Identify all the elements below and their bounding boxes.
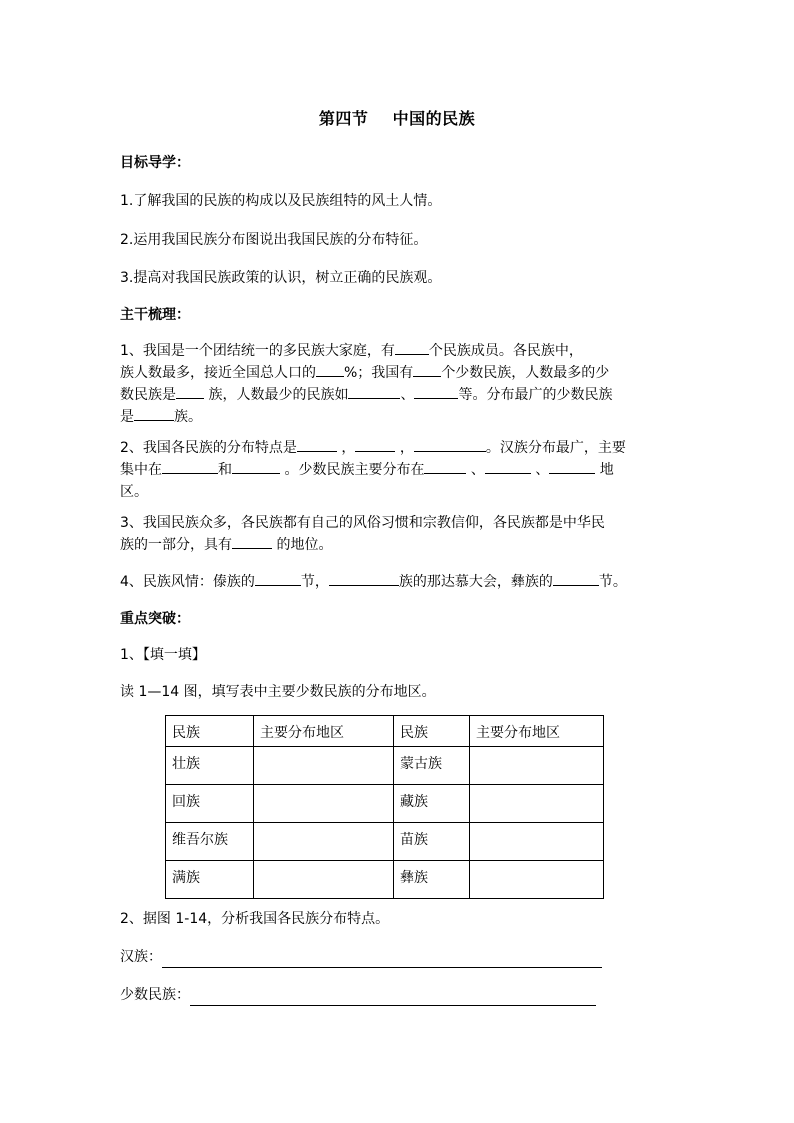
table-header-cell: 主要分布地区 xyxy=(470,716,604,747)
table-cell: 藏族 xyxy=(394,785,470,823)
minority-answer-line[interactable] xyxy=(190,989,596,1006)
table-row xyxy=(166,785,604,823)
table-cell: 苗族 xyxy=(394,823,470,861)
question-1: 1、我国是一个团结统一的多民族大家庭，有 个民族成员。各民族中， 族人数最多，接近全国总人口的 %；我国有 个少数民族，人数最多的少 数民族是 族，人数最少的民族如 、 等。分布最广的少数民族 是 族。 xyxy=(120,340,676,428)
fill-blank[interactable] xyxy=(424,459,466,474)
table-cell: 蒙古族 xyxy=(394,747,470,785)
fill-blank[interactable] xyxy=(414,384,458,399)
han-label: 汉族： xyxy=(120,949,162,965)
fill-blank[interactable] xyxy=(162,459,218,474)
fill-blank[interactable] xyxy=(549,459,595,474)
main-heading: 主干梳理： xyxy=(120,307,190,323)
table-header-cell: 民族 xyxy=(394,716,470,747)
fill-blank[interactable] xyxy=(355,437,395,452)
goal-item-1: 1.了解我国的民族的构成以及民族组特的风土人情。 xyxy=(120,193,442,209)
key-subsection-1: 1、【填一填】 xyxy=(120,647,206,663)
goal-item-3: 3.提高对我国民族政策的认识，树立正确的民族观。 xyxy=(120,270,442,286)
question-3: 3、我国民族众多，各民族都有自己的风俗习惯和宗教信仰，各民族都是中华民 族的一部分，具有 的地位。 xyxy=(120,515,605,553)
fill-blank[interactable] xyxy=(348,384,400,399)
question-4: 4、民族风情：傣族的 节， 族的那达慕大会，彝族的 节。 xyxy=(120,571,676,593)
fill-blank[interactable] xyxy=(232,534,272,549)
fill-blank[interactable] xyxy=(414,437,486,452)
table-cell: 满族 xyxy=(166,861,254,899)
table-cell: 彝族 xyxy=(394,861,470,899)
key-subsection-2: 2、据图 1-14，分析我国各民族分布特点。 xyxy=(120,911,390,927)
fill-blank[interactable] xyxy=(395,340,429,355)
key-instruction: 读 1—14 图，填写表中主要少数民族的分布地区。 xyxy=(120,684,436,700)
table-row xyxy=(166,861,604,899)
fill-blank[interactable] xyxy=(316,362,344,377)
table-row xyxy=(166,747,604,785)
table-cell: 维吾尔族 xyxy=(166,823,254,861)
fill-blank[interactable] xyxy=(232,459,280,474)
table-cell: 壮族 xyxy=(166,747,254,785)
question-2: 2、我国各民族的分布特点是 ， ， 。汉族分布最广，主要 集中在 和 。少数民族主要分布在 、 、 地 区。 xyxy=(120,437,676,503)
table-cell-empty[interactable] xyxy=(470,747,604,785)
fill-blank[interactable] xyxy=(255,571,301,586)
table-cell-empty[interactable] xyxy=(254,861,394,899)
ethnic-distribution-table xyxy=(165,715,604,899)
table-cell-empty[interactable] xyxy=(470,823,604,861)
fill-blank[interactable] xyxy=(297,437,337,452)
fill-blank[interactable] xyxy=(176,384,204,399)
fill-blank[interactable] xyxy=(413,362,441,377)
page-title: 第四节 中国的民族 xyxy=(318,109,476,128)
table-cell: 回族 xyxy=(166,785,254,823)
table-header-row xyxy=(166,716,604,747)
minority-label: 少数民族： xyxy=(120,987,190,1003)
table-header-cell: 民族 xyxy=(166,716,254,747)
table-cell-empty[interactable] xyxy=(470,861,604,899)
minority-answer-row xyxy=(120,984,676,1006)
fill-blank[interactable] xyxy=(485,459,531,474)
goal-item-2: 2.运用我国民族分布图说出我国民族的分布特征。 xyxy=(120,232,428,248)
key-heading: 重点突破： xyxy=(120,611,190,627)
table-cell-empty[interactable] xyxy=(254,823,394,861)
table-cell-empty[interactable] xyxy=(254,747,394,785)
han-answer-row xyxy=(120,946,676,968)
fill-blank[interactable] xyxy=(134,406,174,421)
fill-blank[interactable] xyxy=(329,571,399,586)
table-cell-empty[interactable] xyxy=(254,785,394,823)
han-answer-line[interactable] xyxy=(162,951,602,968)
goals-heading: 目标导学： xyxy=(120,155,190,171)
fill-blank[interactable] xyxy=(553,571,599,586)
table-header-cell: 主要分布地区 xyxy=(254,716,394,747)
table-cell-empty[interactable] xyxy=(470,785,604,823)
table-row xyxy=(166,823,604,861)
